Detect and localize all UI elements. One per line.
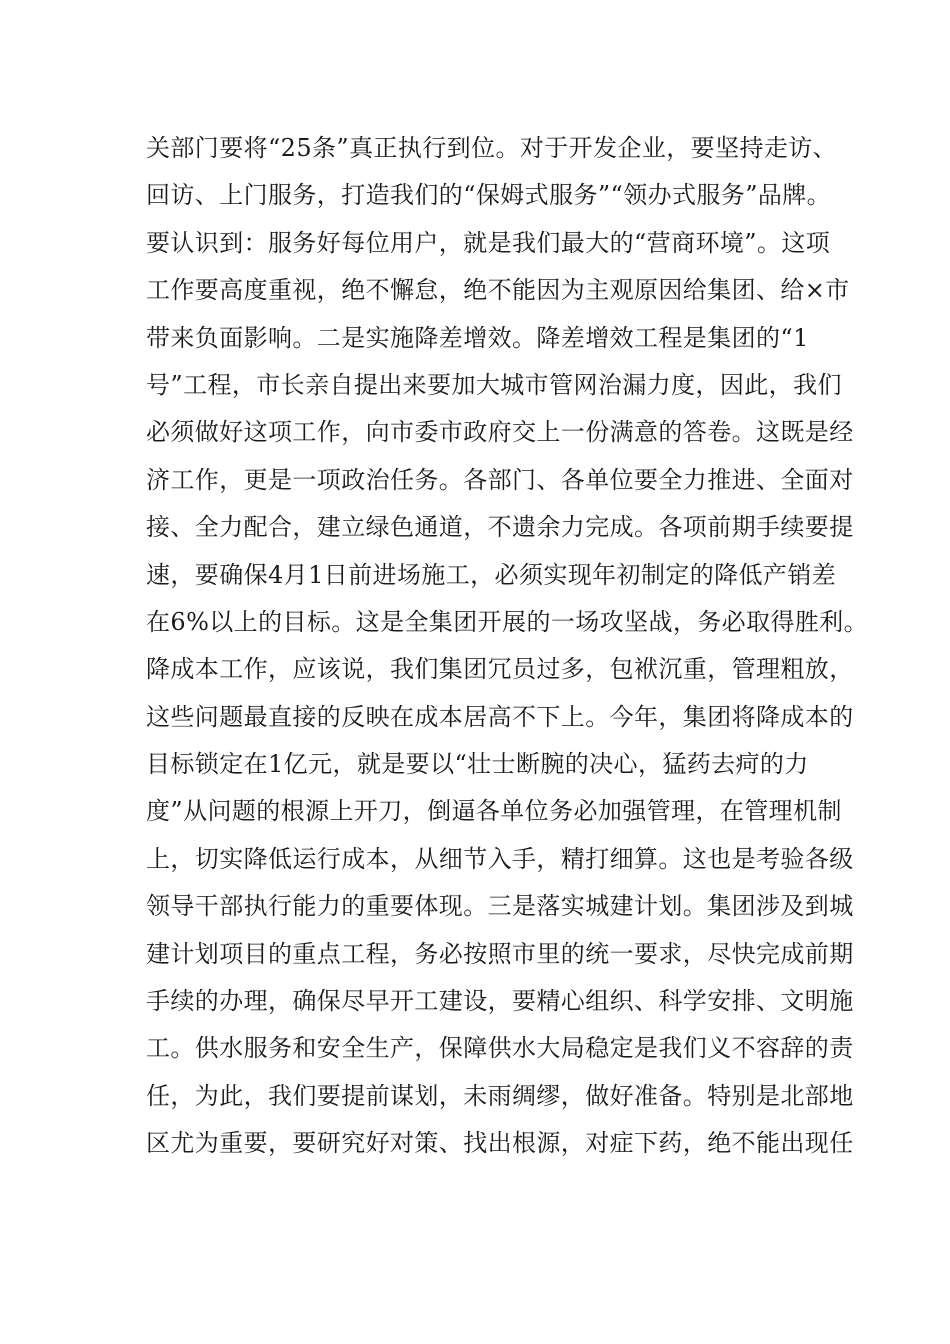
text-line: 这些问题最直接的反映在成本居高不下上。今年，集团将降成本的 bbox=[146, 702, 854, 731]
text-line: 济工作，更是一项政治任务。各部门、各单位要全力推进、全面对 bbox=[146, 465, 854, 494]
text-line: 必须做好这项工作，向市委市政府交上一份满意的答卷。这既是经 bbox=[146, 418, 854, 447]
text-line: 目标锁定在1亿元，就是要以“壮士断腕的决心，猛药去疴的力 bbox=[146, 750, 809, 779]
text-line: 领导干部执行能力的重要体现。三是落实城建计划。集团涉及到城 bbox=[146, 892, 854, 921]
text-line: 区尤为重要，要研究好对策、找出根源，对症下药，绝不能出现任 bbox=[146, 1129, 854, 1158]
text-line: 带来负面影响。二是实施降差增效。降差增效工程是集团的“1 bbox=[146, 323, 809, 352]
text-line: 在6%以上的目标。这是全集团开展的一场攻坚战，务必取得胜利。 bbox=[146, 607, 869, 636]
text-line: 关部门要将“25条”真正执行到位。对于开发企业，要坚持走访、 bbox=[146, 134, 838, 162]
text-line: 任，为此，我们要提前谋划，未雨绸缪，做好准备。特别是北部地 bbox=[146, 1081, 854, 1110]
text-line: 工作要高度重视，绝不懈怠，绝不能因为主观原因给集团、给×市 bbox=[146, 276, 850, 305]
text-line: 要认识到：服务好每位用户，就是我们最大的“营商环境”。这项 bbox=[146, 228, 831, 257]
text-line: 工。供水服务和安全生产，保障供水大局稳定是我们义不容辞的责 bbox=[146, 1034, 854, 1063]
body-text bbox=[146, 128, 869, 1171]
text-line: 手续的办理，确保尽早开工建设，要精心组织、科学安排、文明施 bbox=[146, 987, 854, 1016]
text-line: 上，切实降低运行成本，从细节入手，精打细算。这也是考验各级 bbox=[146, 844, 854, 873]
text-line: 接、全力配合，建立绿色通道，不遗余力完成。各项前期手续要提 bbox=[146, 513, 854, 542]
text-line: 号”工程，市长亲自提出来要加大城市管网治漏力度，因此，我们 bbox=[146, 370, 842, 399]
text-line: 速，要确保4月1日前进场施工，必须实现年初制定的降低产销差 bbox=[146, 560, 837, 589]
text-line: 度”从问题的根源上开刀，倒逼各单位务必加强管理，在管理机制 bbox=[146, 797, 842, 826]
text-line: 回访、上门服务，打造我们的“保姆式服务”“领办式服务”品牌。 bbox=[146, 181, 832, 210]
text-line: 降成本工作，应该说，我们集团冗员过多，包袱沉重，管理粗放， bbox=[146, 655, 854, 684]
text-line: 建计划项目的重点工程，务必按照市里的统一要求，尽快完成前期 bbox=[146, 939, 854, 968]
